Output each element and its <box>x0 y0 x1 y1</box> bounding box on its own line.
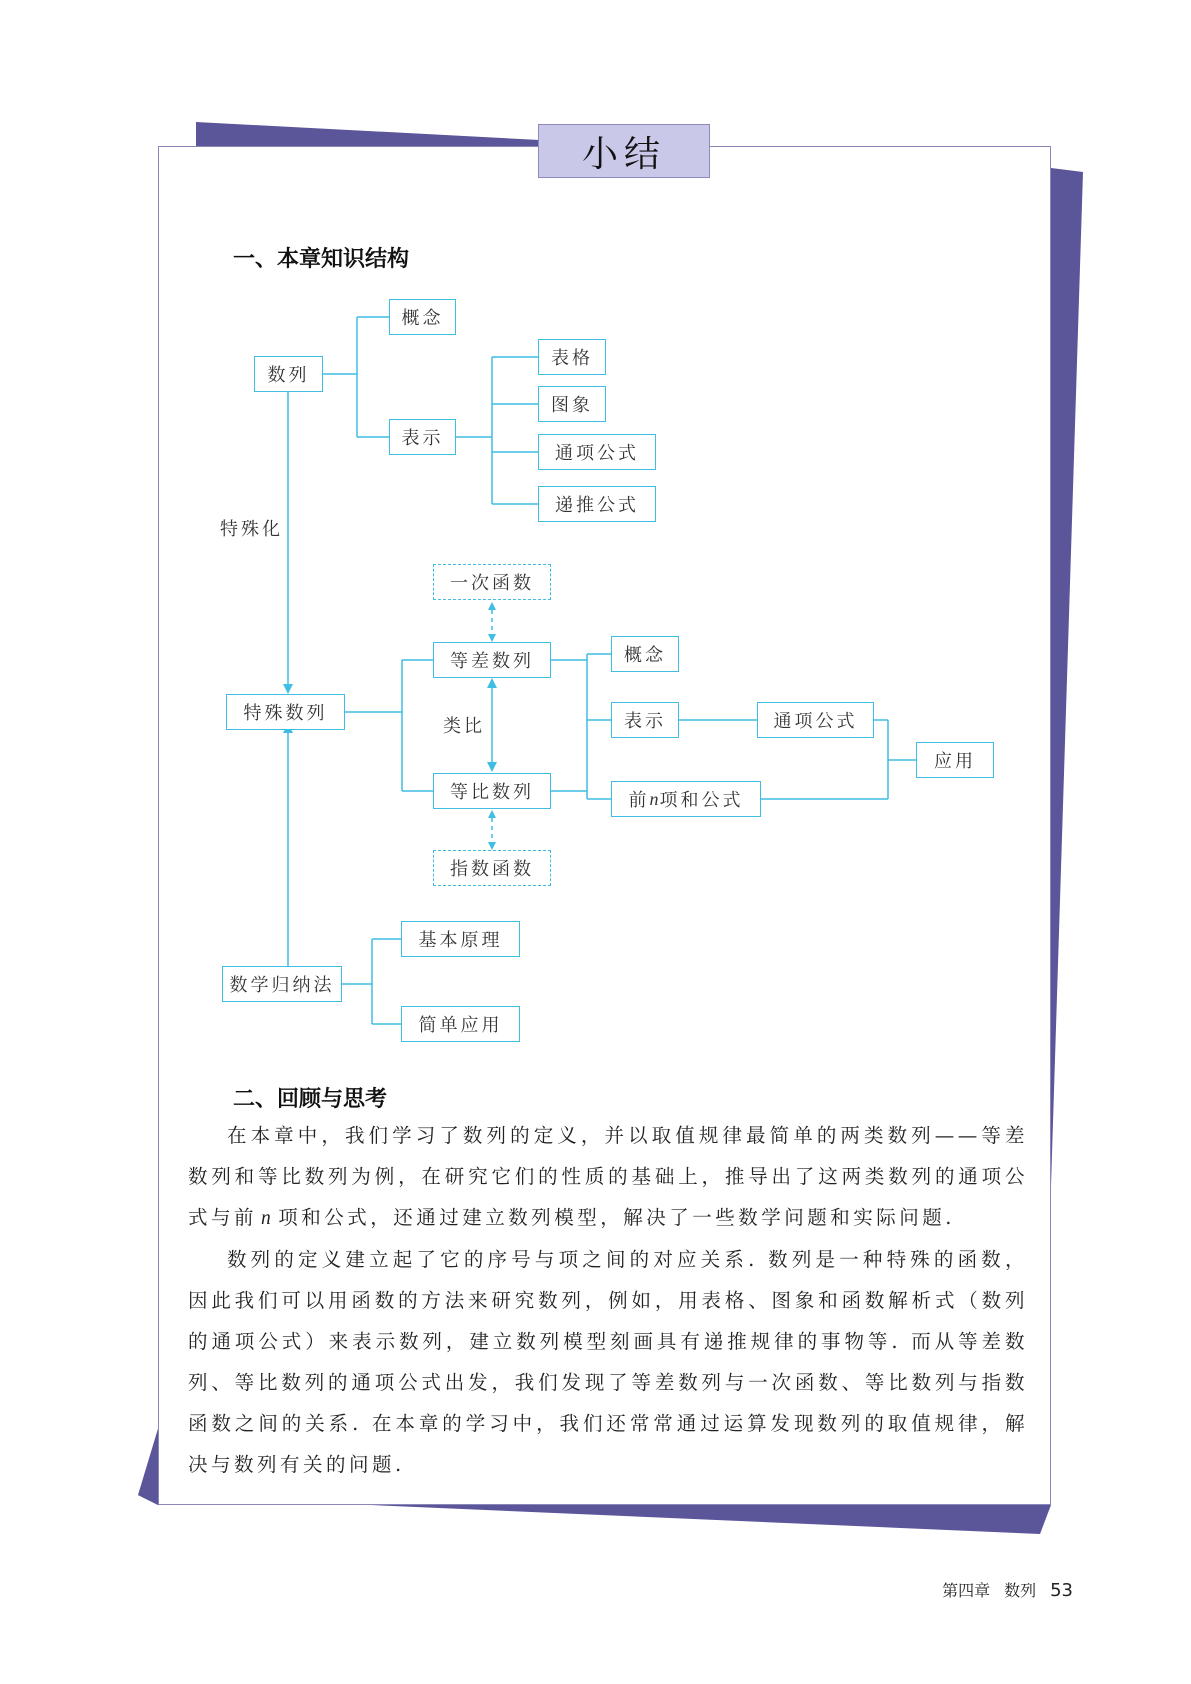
arrowhead-linear-down <box>488 634 496 642</box>
node-simple-application: 简单应用 <box>401 1006 520 1042</box>
node-arithmetic-sequence: 等差数列 <box>433 642 551 678</box>
section-heading-review: 二、回顾与思考 <box>233 1087 388 1112</box>
node-tuxiang: 图象 <box>538 386 606 422</box>
review-paragraph-2: 数列的定义建立起了它的序号与项之间的对应关系. 数列是一种特殊的函数，因此我们可以用函数的方法来研究数列，例如，用表格、图象和函数解析式（数列的通项公式）来表示数列，建立数列模型刻画具有递推规律的事物等. 而从等差数列、等比数列的通项公式出发，我们发现了等差数列与一次函数、等比数列与指数函数之间的关系. 在本章的学习中，我们还常常通过运算发现数列的取值规律，解决与数列有关的问题. <box>188 1248 1028 1476</box>
section-heading-structure: 一、本章知识结构 <box>233 247 410 272</box>
node-concept-2: 概念 <box>611 636 679 672</box>
node-ditui: 递推公式 <box>538 486 656 522</box>
node-general-formula-2: 通项公式 <box>757 702 874 738</box>
node-biaoge: 表格 <box>538 339 606 375</box>
arrowhead-specialization <box>283 684 293 694</box>
footer-chapter-name: 数列 <box>1004 1581 1037 1600</box>
sum-formula-suffix: 项和公式 <box>659 790 744 811</box>
node-exponential-function: 指数函数 <box>433 850 551 886</box>
node-representation-2: 表示 <box>611 702 679 738</box>
node-basic-principle: 基本原理 <box>401 921 520 957</box>
node-biaoshi: 表示 <box>389 419 456 455</box>
review-p1-part-b: 项和公式，还通过建立数列模型，解决了一些数学问题和实际问题. <box>278 1206 955 1229</box>
review-p1-part-a: 在本章中，我们学习了数列的定义，并以取值规律最简单的两类数列——等差数列和等比数列为例，在研究它们的性质的基础上，推导出了这两类数列的通项公式与前 <box>188 1124 1028 1229</box>
node-gainian: 概念 <box>389 299 456 335</box>
review-p1-variable: n <box>261 1208 275 1229</box>
page-footer <box>942 1578 1073 1601</box>
footer-chapter: 第四章 <box>942 1581 991 1600</box>
label-specialization: 特殊化 <box>220 519 283 540</box>
sum-formula-prefix: 前 <box>628 790 650 811</box>
node-application: 应用 <box>916 742 994 778</box>
node-shulie: 数列 <box>254 356 323 392</box>
arrowhead-linear-up <box>488 602 496 610</box>
node-special-sequence: 特殊数列 <box>226 694 345 730</box>
page-number: 53 <box>1050 1580 1073 1601</box>
node-induction: 数学归纳法 <box>222 966 342 1002</box>
summary-title: 小结 <box>538 124 710 178</box>
node-linear-function: 一次函数 <box>433 564 551 600</box>
arrowhead-exp-up <box>488 810 496 818</box>
review-text <box>188 1115 1028 1485</box>
arrowhead-exp-down <box>488 842 496 850</box>
arrowhead-analogy-down <box>487 762 497 772</box>
sum-formula-variable: n <box>649 788 660 809</box>
label-analogy: 类比 <box>443 716 485 737</box>
node-sum-formula <box>611 781 761 817</box>
node-geometric-sequence: 等比数列 <box>433 773 551 809</box>
arrowhead-analogy-up <box>487 678 497 688</box>
review-paragraph-1 <box>188 1115 1028 1239</box>
node-tongxiang: 通项公式 <box>538 434 656 470</box>
